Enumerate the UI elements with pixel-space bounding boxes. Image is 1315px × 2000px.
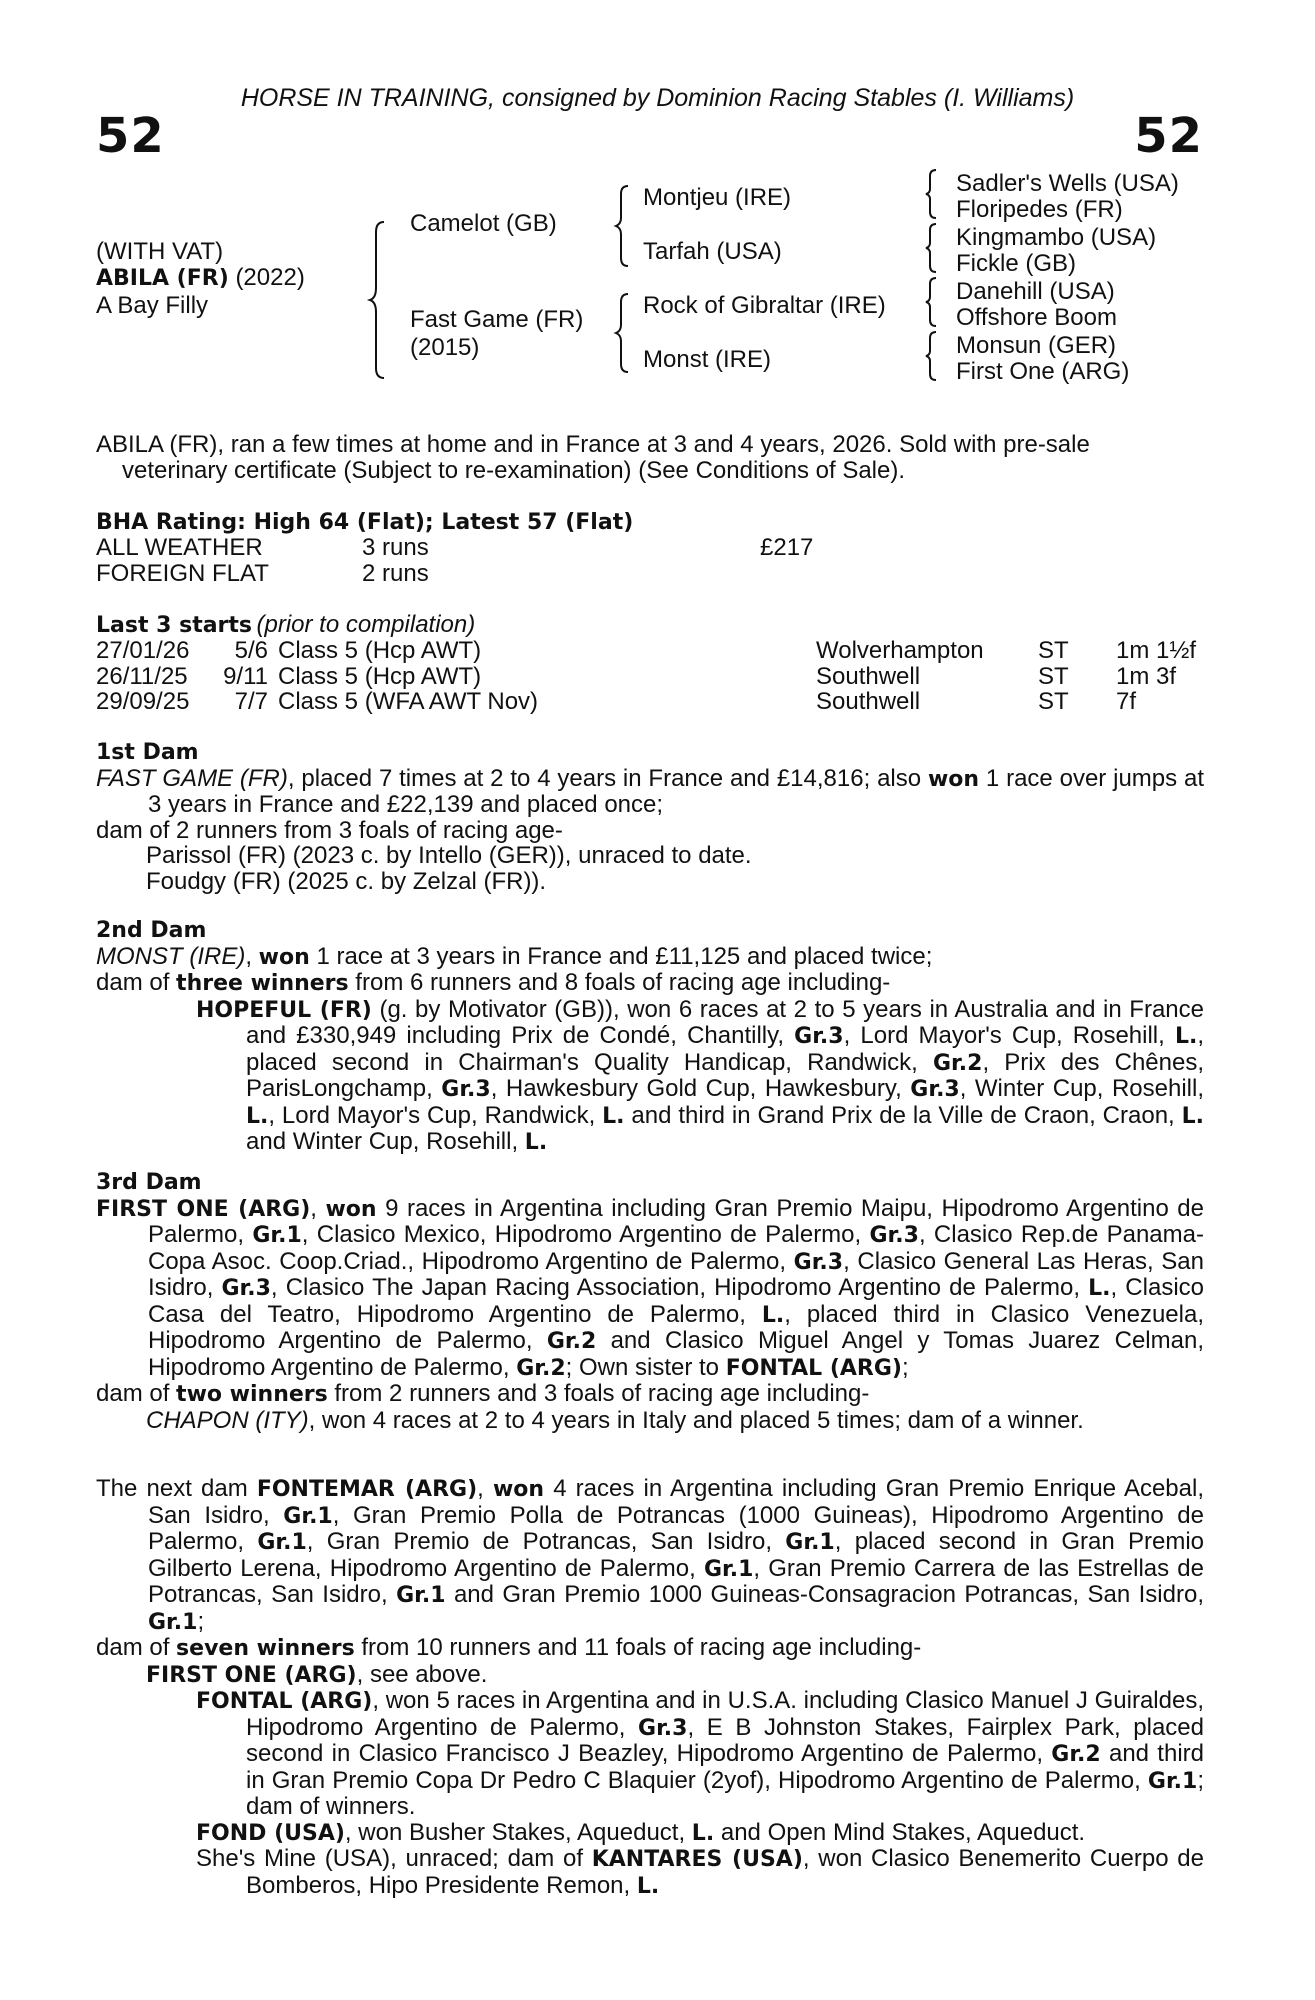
summary-text: from 2 runners and 3 foals of racing age including- [327,1380,870,1407]
grade-label: Gr.3 [869,1223,919,1248]
start-date: 27/01/26 [96,637,190,664]
table-row [96,664,1196,690]
pedigree-brace-6 [924,276,940,328]
progeny-text: , Hawkesbury Gold Cup, Hawkesbury, [490,1075,911,1102]
grade-label: L. [691,1820,715,1846]
progeny-text: , E B Johnston Stakes, Fairplex Park, placed second in Clasico Francisco J Beazley, Hipodromo Argentino de Palermo, [246,1713,1205,1767]
start-position: 9/11 [223,662,268,690]
record-text: , Clasico The Japan Racing Association, Hipodromo Argentino de Palermo, [270,1274,1089,1301]
won-label: won [258,944,310,970]
start-position: 7/7 [234,688,268,715]
progeny-item [96,1662,1204,1689]
progeny-text: , placed second in Chairman's Quality Handicap, Randwick, [246,1022,1204,1076]
vat-note: (WITH VAT) [96,238,224,265]
second-dam-name: MONST (IRE) [96,942,246,970]
grade-label: Gr.1 [396,1583,446,1608]
start-distance: 1m 1½f [1116,637,1197,664]
horse-year: (2022) [235,264,305,291]
second-dam-section [96,918,1204,1156]
pedigree-brace-5 [924,222,940,274]
summary-text: dam of [96,969,177,996]
start-date: 29/09/25 [96,688,190,715]
intro-line-1: ABILA (FR), ran a few times at home and in France at 3 and 4 years, 2026. Sold with pre-sale [96,431,1090,458]
third-dam-name: FIRST ONE (ARG) [96,1196,311,1222]
rating-section [96,510,1204,536]
grade-label: Gr.2 [516,1355,566,1381]
second-dam-heading: 2nd Dam [96,918,207,943]
start-course: Wolverhampton [816,637,984,664]
start-distance: 1m 3f [1116,662,1177,690]
record-text: , Clasico Mexico, Hipodromo Argentino de Palermo, [301,1221,870,1248]
progeny-text: and Winter Cup, Rosehill, [246,1128,525,1155]
progeny-item [96,1846,1204,1899]
horse-name: ABILA (FR) [96,266,229,291]
record-text: , Clasico Casa del Teatro, Hipodromo Argentino de Palermo, [148,1274,1204,1328]
rating-heading: BHA Rating: High 64 (Flat); Latest 57 (Flat) [96,510,634,535]
fourth-dam-produce-summary [96,1635,1204,1662]
third-dam-heading: 3rd Dam [96,1170,202,1195]
progeny-text: , Lord Mayor's Cup, Rosehill, [843,1022,1175,1049]
pedigree-brace-4 [924,168,940,220]
pedigree-gen3-2: Floripedes (FR) [956,196,1123,223]
progeny-text: , Prix des Chênes, ParisLongchamp, [246,1048,1204,1102]
pedigree-brace-2 [614,184,632,268]
start-course: Southwell [816,662,921,690]
won-label: won [927,766,980,792]
grade-label: L. [602,1103,625,1129]
first-dam-record [96,766,1204,818]
pedigree-dam-dam: Monst (IRE) [643,346,772,373]
intro-line-2: veterinary certificate (Subject to re-examination) (See Conditions of Sale). [122,456,906,484]
grade-label: Gr.2 [546,1329,597,1354]
winners-count: seven winners [176,1636,355,1661]
record-text: , placed third in Clasico Venezuela, Hipodromo Argentino de Palermo, [148,1300,1204,1354]
record-text: , placed second in Gran Premio Gilberto Lerena, Hipodromo Argentino de Palermo, [148,1528,1204,1582]
progeny-name: FOND (USA) [196,1820,345,1846]
table-row [96,638,1196,664]
start-course: Southwell [816,688,921,715]
progeny-name: KANTARES (USA) [591,1847,803,1872]
fourth-dam-section [96,1476,1204,1899]
summary-text: dam of [96,1380,177,1407]
start-going: ST [1038,662,1069,690]
grade-label: Gr.3 [910,1077,960,1102]
sister-name: FONTAL (ARG) [725,1355,902,1381]
record-text: , Gran Premio Polla de Potrancas (1000 Guineas), Hipodromo Argentino de Palermo, [148,1501,1204,1555]
third-dam-record: FIRST ONE (ARG), won 9 races in Argentina including Gran Premio Maipu, Hipodromo Argentino de Palermo, Gr.1, Clasico Mexico, Hipodromo Argentino de Palermo, Gr.3, Clasico Rep.de Panama-Copa Asoc. Coop.Criad., Hipodromo Argentino de Palermo, Gr.3, Clasico General Las Heras, San Isidro, Gr.3, Clasico The Japan Racing Association, Hipodromo Argentino de Palermo, L., Clasico Casa del Teatro, Hipodromo Argentino de Palermo, L., placed third in Clasico Venezuela, Hipodromo Argentino de Palermo, Gr.2 and Clasico Miguel Angel y Tomas Juarez Celman, Hipodromo Argentino de Palermo, Gr.2; Own sister to FONTAL (ARG); [96,1194,1205,1381]
record-text: 9 races in Argentina including Gran Premio Maipu, Hipodromo Argentino de Palermo, [148,1194,1204,1248]
start-race: Class 5 (WFA AWT Nov) [278,688,539,715]
progeny-text: (g. by Motivator (GB)), won 6 races at 2 to 5 years in Australia and in France and £330,949 including Prix de Condé, Chantilly, [246,995,1205,1049]
summary-text: from 6 runners and 8 foals of racing age including- [348,969,891,996]
first-dam-heading: 1st Dam [96,740,199,765]
progeny-text: and third in Gran Premio Copa Dr Pedro C Blaquier (2yof), Hipodromo Argentino de Palermo, [246,1740,1204,1794]
progeny-text: , won Clasico Benemerito Cuerpo de Bomberos, Hipo Presidente Remon, [246,1845,1204,1899]
progeny-name: FONTAL (ARG) [196,1689,373,1714]
grade-label: L. [524,1130,548,1155]
record-text: ; [901,1353,909,1381]
fourth-dam-name: FONTEMAR (ARG) [256,1477,478,1502]
progeny-text: , won 4 races at 2 to 4 years in Italy and placed 5 times; dam of a winner. [308,1406,1084,1434]
grade-label: Gr.1 [252,1223,302,1248]
rating-surface-1: ALL WEATHER [96,534,263,561]
pedigree-dam: Fast Game (FR) [410,306,584,333]
grade-label: Gr.1 [1147,1768,1198,1794]
rating-runs-2: 2 runs [362,560,429,587]
record-text: , Gran Premio de Potrancas, San Isidro, [306,1528,786,1555]
grade-label: L. [1174,1024,1198,1049]
grade-label: Gr.1 [148,1609,198,1635]
progeny-text: and Open Mind Stakes, Aqueduct. [714,1818,1086,1846]
grade-label: Gr.3 [794,1024,844,1049]
progeny-item [96,997,1204,1156]
starts-note: (prior to compilation) [256,611,476,638]
record-text: 4 races in Argentina including Gran Premio Enrique Acebal, San Isidro, [148,1475,1204,1529]
pedigree-sire-sire: Montjeu (IRE) [643,184,792,211]
pedigree-gen3-7: Monsun (GER) [956,332,1117,359]
progeny-item [96,1820,1204,1847]
pedigree-brace-1 [368,220,388,380]
grade-label: L. [246,1103,269,1129]
won-label: won [492,1477,545,1502]
page-header: HORSE IN TRAINING, consigned by Dominion Racing Stables (I. Williams) [240,84,1075,112]
second-dam-text: 1 race at 3 years in France and £11,125 and placed twice; [309,942,933,970]
third-dam-section [96,1170,1204,1433]
first-dam-text: , placed 7 times at 2 to 4 years in France and £14,816; also [287,764,928,792]
grade-label: Gr.3 [221,1276,271,1301]
record-text: , Clasico General Las Heras, San Isidro, [148,1247,1205,1301]
grade-label: L. [761,1302,785,1328]
horse-description: A Bay Filly [96,292,209,319]
grade-label: Gr.2 [1051,1742,1101,1767]
progeny-text: She's Mine (USA), unraced; dam of [196,1845,592,1872]
start-going: ST [1038,637,1069,664]
pedigree-sire: Camelot (GB) [410,210,557,237]
starts-table [96,638,1196,715]
starts-heading: Last 3 starts [96,613,253,638]
rating-surface-2: FOREIGN FLAT [96,560,269,587]
pedigree-dam-year: (2015) [410,334,480,361]
rating-runs-1: 3 runs [362,534,429,561]
progeny-text: , won Busher Stakes, Aqueduct, [344,1818,692,1846]
grade-label: Gr.1 [257,1530,307,1555]
pedigree-gen3-3: Kingmambo (USA) [956,224,1157,251]
intro-paragraph [96,432,1204,483]
fourth-dam-record: The next dam FONTEMAR (ARG), won 4 races in Argentina including Gran Premio Enrique Acebal, San Isidro, Gr.1, Gran Premio Polla de Potrancas (1000 Guineas), Hipodromo Argentino de Palermo, Gr.1, Gran Premio de Potrancas, San Isidro, Gr.1, placed second in Gran Premio Gilberto Lerena, Hipodromo Argentino de Palermo, Gr.1, Gran Premio Carrera de las Estrellas de Potrancas, San Isidro, Gr.1 and Gran Premio 1000 Guineas-Consagracion Potrancas, San Isidro, Gr.1; [96,1475,1204,1635]
first-dam-section [96,740,1204,894]
progeny-text: ; dam of winners. [246,1766,1204,1820]
record-text: The next dam [96,1475,257,1502]
progeny-item [96,1688,1204,1820]
grade-label: Gr.1 [283,1503,333,1529]
start-race: Class 5 (Hcp AWT) [278,662,482,690]
pedigree-sire-dam: Tarfah (USA) [643,238,782,265]
second-dam-produce-summary [96,970,1204,997]
record-text: and Gran Premio 1000 Guineas-Consagracion Potrancas, San Isidro, [445,1581,1204,1608]
record-text: , Gran Premio Carrera de las Estrellas de Potrancas, San Isidro, [148,1554,1204,1608]
start-date: 26/11/25 [96,662,188,690]
first-dam-name: FAST GAME (FR) [96,764,288,792]
winners-count: three winners [176,971,349,996]
grade-label: L. [636,1873,660,1899]
grade-label: Gr.1 [785,1530,835,1555]
grade-label: L. [1181,1103,1204,1129]
summary-text: dam of [96,1634,177,1661]
lot-number-left: 52 [96,108,165,164]
third-dam-produce-summary [96,1381,1204,1408]
pedigree-gen3-4: Fickle (GB) [956,250,1076,277]
won-label: won [325,1196,377,1222]
record-text: and Clasico Miguel Angel y Tomas Juarez Celman, Hipodromo Argentino de Palermo, [148,1327,1204,1381]
rating-prize-1: £217 [760,534,814,561]
lot-number-right: 52 [1134,108,1203,164]
grade-label: Gr.3 [441,1077,491,1102]
pedigree-gen3-6: Offshore Boom [956,304,1117,331]
second-dam-record: MONST (IRE), won 1 race at 3 years in France and £11,125 and placed twice; [96,942,933,970]
pedigree-brace-3 [614,292,632,374]
grade-label: L. [1088,1276,1111,1301]
winners-count: two winners [176,1382,328,1407]
progeny-item: Foudgy (FR) (2025 c. by Zelzal (FR)). [146,867,547,895]
progeny-text: , see above. [356,1660,488,1688]
progeny-name: HOPEFUL (FR) [196,997,372,1023]
pedigree-gen3-1: Sadler's Wells (USA) [956,170,1179,197]
progeny-text: , won 5 races in Argentina and in U.S.A. including Clasico Manuel J Guiraldes, Hipodromo Argentino de Palermo, [246,1687,1204,1741]
grade-label: Gr.2 [933,1050,983,1076]
progeny-item: Parissol (FR) (2023 c. by Intello (GER)), unraced to date. [146,842,752,869]
grade-label: Gr.3 [793,1249,844,1275]
grade-label: Gr.3 [638,1715,688,1741]
table-row [96,689,1196,715]
start-going: ST [1038,688,1069,715]
grade-label: Gr.1 [703,1556,754,1582]
progeny-text: , Lord Mayor's Cup, Randwick, [268,1101,603,1129]
record-text: ; [197,1607,205,1635]
progeny-name: CHAPON (ITY) [146,1406,309,1434]
pedigree-dam-sire: Rock of Gibraltar (IRE) [643,292,886,319]
pedigree-gen3-5: Danehill (USA) [956,278,1115,305]
progeny-name: FIRST ONE (ARG) [146,1662,357,1688]
starts-heading-line [96,612,475,639]
first-dam-text: 1 race over jumps at 3 years in France and £22,139 and placed once; [148,764,1204,818]
progeny-text: and third in Grand Prix de la Ville de Craon, Craon, [624,1101,1182,1129]
progeny-text: , Winter Cup, Rosehill, [959,1075,1204,1102]
horse-name-line [96,264,305,293]
start-position: 5/6 [234,637,268,664]
record-text: , Clasico Rep.de Panama-Copa Asoc. Coop.Criad., Hipodromo Argentino de Palermo, [148,1221,1204,1275]
start-distance: 7f [1116,688,1137,715]
summary-text: from 10 runners and 11 foals of racing age including- [354,1634,922,1661]
start-race: Class 5 (Hcp AWT) [278,637,482,664]
pedigree-brace-7 [924,330,940,382]
pedigree-gen3-8: First One (ARG) [956,358,1130,385]
record-text: ; Own sister to [565,1353,726,1381]
first-dam-produce-summary: dam of 2 runners from 3 foals of racing age- [96,816,563,844]
progeny-item [96,1408,1204,1434]
